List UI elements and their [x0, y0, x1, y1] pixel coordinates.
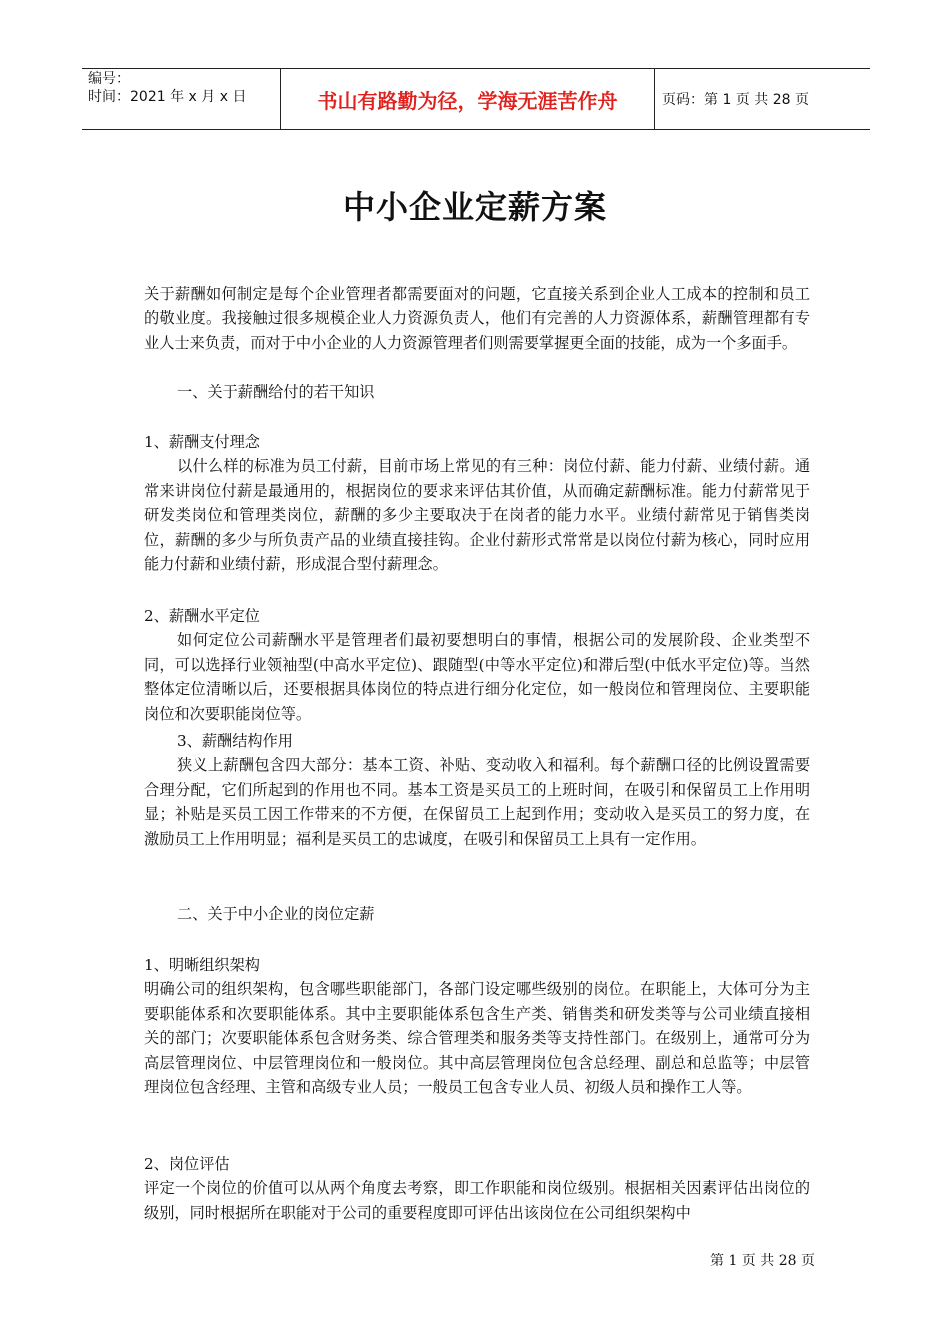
item-text: 狭义上薪酬包含四大部分：基本工资、补贴、变动收入和福利。每个薪酬口径的比例设置需要合理分配，它们所起到的作用也不同。基本工资是买员工的上班时间，在吸引和保留员工上作用明显；补贴是买员工因工作带来的不方便，在保留员工上起到作用；变动收入是买员工的努力度，在激励员工上作用明显；福利是买员工的忠诚度，在吸引和保留员工上具有一定作用。 — [144, 756, 810, 848]
date-label: 时间：2021 年 x 月 x 日 — [88, 89, 247, 105]
item-text: 评定一个岗位的价值可以从两个角度去考察，即工作职能和岗位级别。根据相关因素评估出岗位的级别，同时根据所在职能对于公司的重要程度即可评估出该岗位在公司组织架构中 — [144, 1179, 810, 1222]
item-heading: 1、明晰组织架构 — [144, 956, 260, 974]
page-info: 页码：第 1 页 共 28 页 — [662, 92, 809, 108]
page-footer: 第 1 页 共 28 页 — [710, 1253, 815, 1269]
header-left-cell — [82, 69, 280, 129]
item-heading: 2、岗位评估 — [144, 1155, 230, 1173]
cell-divider — [654, 69, 655, 129]
intro-paragraph — [144, 282, 810, 355]
intro-text: 关于薪酬如何制定是每个企业管理者都需要面对的问题，它直接关系到企业人工成本的控制和员工的敬业度。我接触过很多规模企业人力资源负责人，他们有完善的人力资源体系，薪酬管理都有专业人士来负责，而对于中小企业的人力资源管理者们则需要掌握更全面的技能，成为一个多面手。 — [144, 285, 810, 352]
section-1-item-3 — [144, 729, 810, 851]
item-heading: 2、薪酬水平定位 — [144, 607, 260, 625]
document-title: 中小企业定薪方案 — [342, 188, 607, 226]
header-table — [82, 68, 870, 130]
item-text: 如何定位公司薪酬水平是管理者们最初要想明白的事情，根据公司的发展阶段、企业类型不同，可以选择行业领袖型(中高水平定位)、跟随型(中等水平定位)和滞后型(中低水平定位)等。当然整体定位清晰以后，还要根据具体岗位的特点进行细分化定位，如一般岗位和管理岗位、主要职能岗位和次要职能岗位等。 — [144, 631, 810, 723]
number-label: 编号： — [88, 71, 130, 87]
section-1-heading: 一、关于薪酬给付的若干知识 — [177, 383, 375, 401]
item-heading: 3、薪酬结构作用 — [177, 732, 293, 750]
section-1-heading-block — [144, 380, 810, 404]
section-1-item-1 — [144, 430, 810, 576]
section-2-heading: 二、关于中小企业的岗位定薪 — [177, 905, 375, 923]
section-2-item-2 — [144, 1152, 810, 1225]
section-1-item-2 — [144, 604, 810, 726]
section-2-item-1 — [144, 953, 810, 1099]
section-2-heading-block — [144, 902, 810, 926]
item-text: 明确公司的组织架构，包含哪些职能部门，各部门设定哪些级别的岗位。在职能上，大体可分为主要职能体系和次要职能体系。其中主要职能体系包含生产类、销售类和研发类等与公司业绩直接相关的部门；次要职能体系包含财务类、综合管理类和服务类等支持性部门。在级别上，通常可分为高层管理岗位、中层管理岗位和一般岗位。其中高层管理岗位包含总经理、副总和总监等；中层管理岗位包含经理、主管和高级专业人员；一般员工包含专业人员、初级人员和操作工人等。 — [144, 980, 810, 1097]
item-text: 以什么样的标准为员工付薪，目前市场上常见的有三种：岗位付薪、能力付薪、业绩付薪。通常来讲岗位付薪是最通用的，根据岗位的要求来评估其价值，从而确定薪酬标准。能力付薪常见于研发类岗位和管理类岗位，薪酬的多少主要取决于在岗者的能力水平。业绩付薪常见于销售类岗位，薪酬的多少与所负责产品的业绩直接挂钩。企业付薪形式常常是以岗位付薪为核心，同时应用能力付薪和业绩付薪，形成混合型付薪理念。 — [144, 457, 810, 574]
slogan: 书山有路勤为径，学海无涯苦作舟 — [317, 88, 618, 113]
item-heading: 1、薪酬支付理念 — [144, 433, 260, 451]
